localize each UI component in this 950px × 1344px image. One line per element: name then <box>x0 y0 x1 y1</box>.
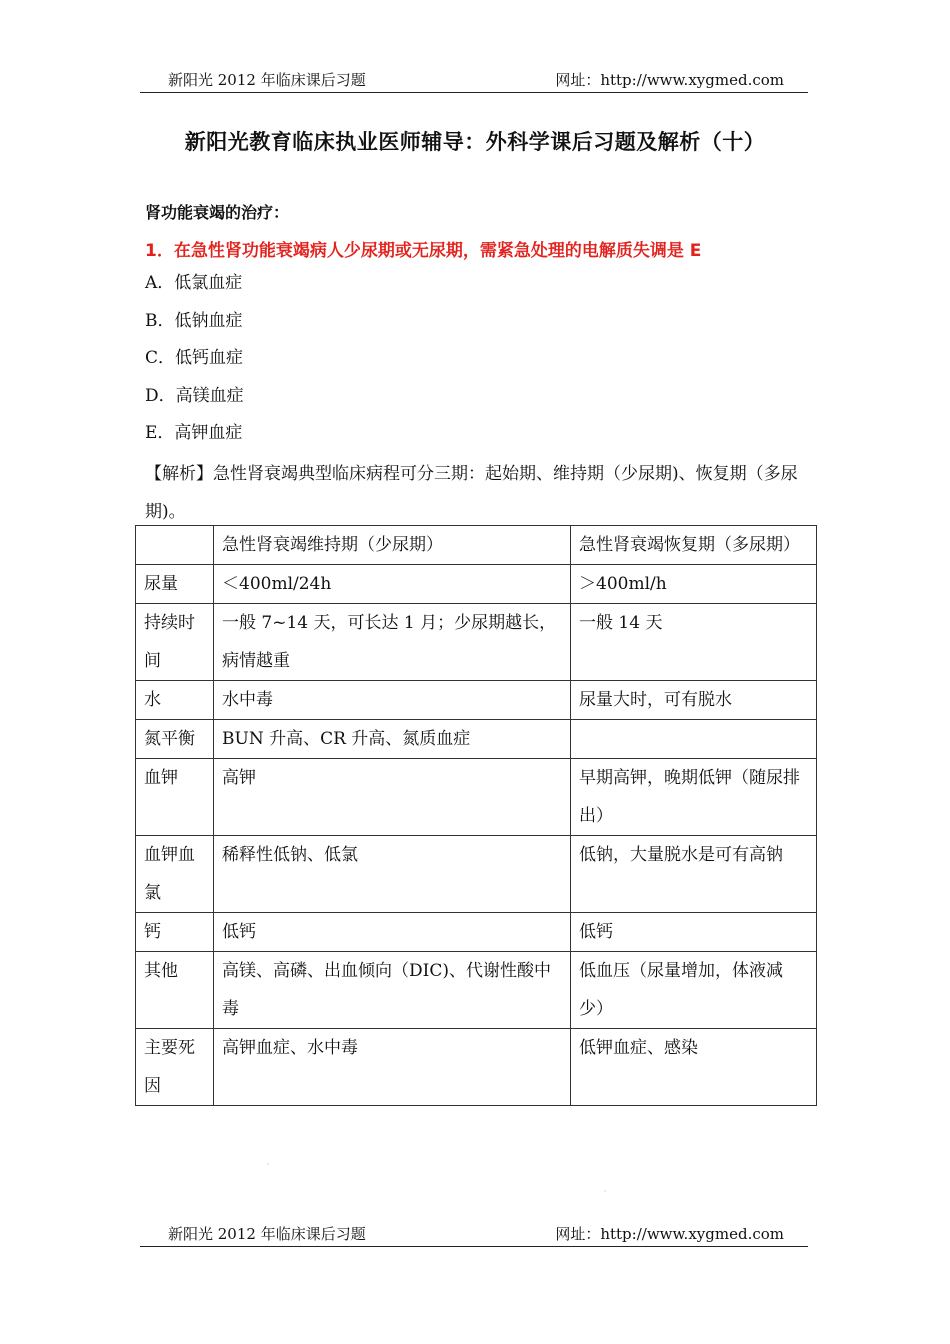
table-header-cell <box>136 526 214 565</box>
document-title: 新阳光教育临床执业医师辅导：外科学课后习题及解析（十） <box>184 130 766 154</box>
table-cell: ＜400ml/24h <box>214 565 571 604</box>
table-cell: 低钙 <box>571 913 817 952</box>
table-row <box>136 913 817 952</box>
table-cell: 氮平衡 <box>136 720 214 759</box>
table-cell: 高镁、高磷、出血倾向（DIC)、代谢性酸中毒 <box>214 952 571 1029</box>
table-cell: 尿量 <box>136 565 214 604</box>
analysis-paragraph: 【解析】急性肾衰竭典型临床病程可分三期：起始期、维持期（少尿期)、恢复期（多尿期)。 <box>145 464 798 522</box>
table-row <box>136 759 817 836</box>
table-cell: 低钠，大量脱水是可有高钠 <box>571 836 817 913</box>
table-cell: 尿量大时，可有脱水 <box>571 681 817 720</box>
table-cell: 低血压（尿量增加，体液减少） <box>571 952 817 1029</box>
table-cell <box>571 720 817 759</box>
table-cell: 一般 14 天 <box>571 604 817 681</box>
table-cell: 高钾血症、水中毒 <box>214 1029 571 1106</box>
table-cell: 稀释性低钠、低氯 <box>214 836 571 913</box>
table-cell: BUN 升高、CR 升高、氮质血症 <box>214 720 571 759</box>
table-row <box>136 681 817 720</box>
table-cell: 持续时间 <box>136 604 214 681</box>
table-cell: 低钾血症、感染 <box>571 1029 817 1106</box>
page-footer <box>140 1222 808 1247</box>
footer-left-text: 新阳光 2012 年临床课后习题 <box>168 1225 366 1243</box>
option-b: B．低钠血症 <box>145 310 243 331</box>
table-row <box>136 565 817 604</box>
question-text: 1．在急性肾功能衰竭病人少尿期或无尿期，需紧急处理的电解质失调是 E <box>145 241 702 261</box>
table-cell: 其他 <box>136 952 214 1029</box>
table-cell: 低钙 <box>214 913 571 952</box>
table-cell: 高钾 <box>214 759 571 836</box>
scan-speck <box>604 1190 606 1192</box>
option-d: D．高镁血症 <box>145 385 244 406</box>
table-cell: 水中毒 <box>214 681 571 720</box>
table-header-cell: 急性肾衰竭维持期（少尿期） <box>214 526 571 565</box>
table-cell: ＞400ml/h <box>571 565 817 604</box>
table-row <box>136 952 817 1029</box>
header-left-text: 新阳光 2012 年临床课后习题 <box>168 71 366 89</box>
table-header-row <box>136 526 817 565</box>
option-a: A．低氯血症 <box>145 273 243 293</box>
table-row <box>136 836 817 913</box>
scan-speck <box>267 1163 269 1165</box>
table-header-cell: 急性肾衰竭恢复期（多尿期） <box>571 526 817 565</box>
table-row <box>136 1029 817 1106</box>
section-heading: 肾功能衰竭的治疗： <box>145 203 290 222</box>
table-cell: 血钾 <box>136 759 214 836</box>
table-cell: 主要死因 <box>136 1029 214 1106</box>
option-c: C．低钙血症 <box>145 348 244 368</box>
option-e: E．高钾血症 <box>145 423 243 443</box>
header-url-text: 网址：http://www.xygmed.com <box>555 71 784 89</box>
table-cell: 血钾血氯 <box>136 836 214 913</box>
answer-options <box>145 270 244 458</box>
table-cell: 钙 <box>136 913 214 952</box>
footer-url-text: 网址：http://www.xygmed.com <box>555 1225 784 1243</box>
table-cell: 一般 7~14 天，可长达 1 月；少尿期越长，病情越重 <box>214 604 571 681</box>
table-row <box>136 604 817 681</box>
table-row <box>136 720 817 759</box>
table-cell: 早期高钾，晚期低钾（随尿排出） <box>571 759 817 836</box>
comparison-table <box>135 525 817 1106</box>
table-cell: 水 <box>136 681 214 720</box>
page-header <box>140 68 808 93</box>
